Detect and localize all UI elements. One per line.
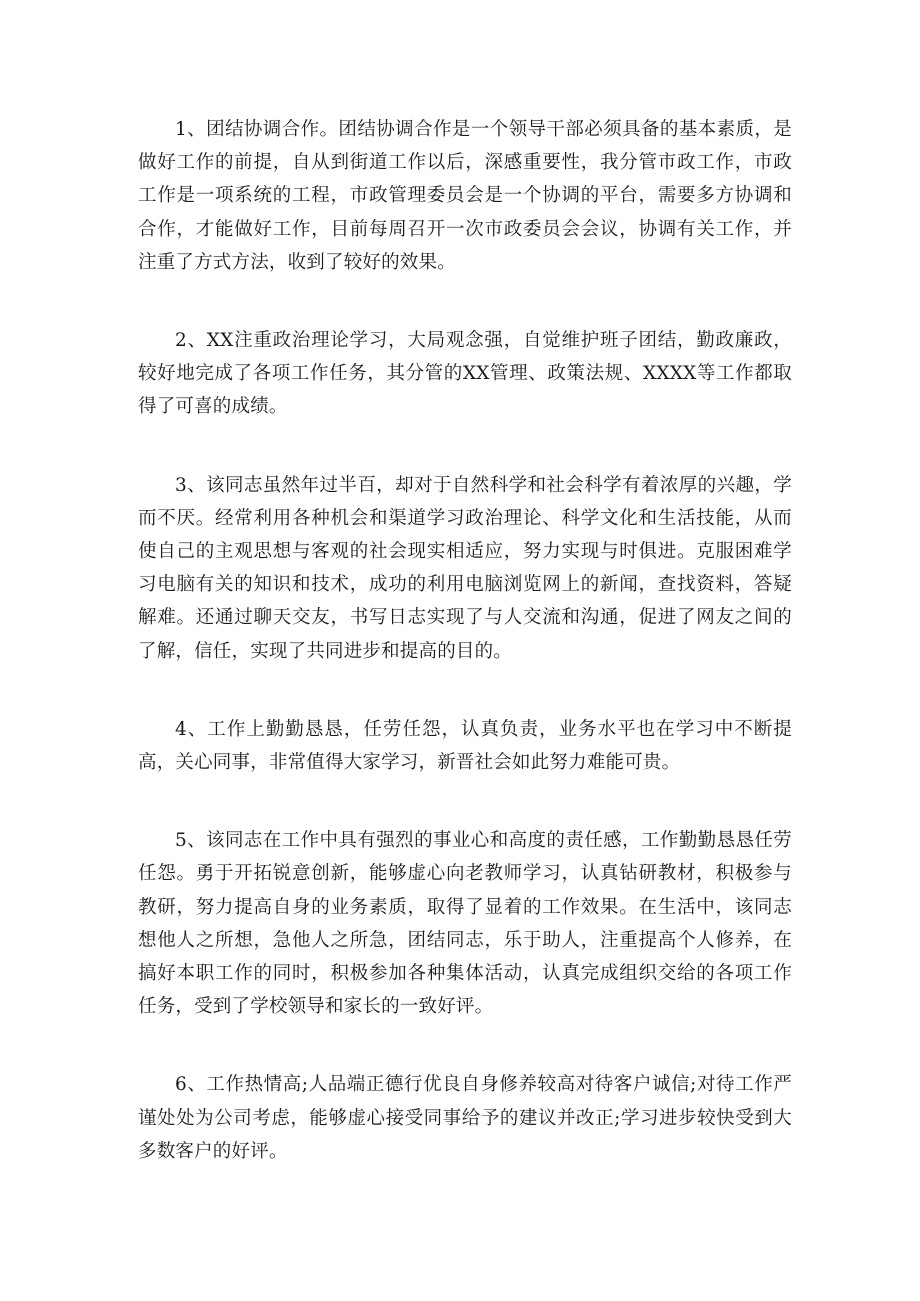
paragraph-6: 6、工作热情高;人品端正德行优良自身修养较高对待客户诚信;对待工作严谨处处为公司考虑，能够虚心接受同事给予的建议并改正;学习进步较快受到大多数客户的好评。 [138, 1074, 792, 1162]
paragraph-1: 1、团结协调合作。团结协调合作是一个领导干部必须具备的基本素质，是做好工作的前提，自从到街道工作以后，深感重要性，我分管市政工作，市政工作是一项系统的工程，市政管理委员会是一个协调的平台，需要多方协调和合作，才能做好工作，目前每周召开一次市政委员会会议，协调有关工作，并注重了方式方法，收到了较好的效果。 [138, 119, 792, 273]
paragraph-4: 4、工作上勤勤恳恳，任劳任怨，认真负责，业务水平也在学习中不断提高，关心同事，非常值得大家学习，新晋社会如此努力难能可贵。 [138, 718, 792, 774]
paragraph-3: 3、该同志虽然年过半百，却对于自然科学和社会科学有着浓厚的兴趣，学而不厌。经常利用各种机会和渠道学习政治理论、科学文化和生活技能，从而使自己的主观思想与客观的社会现实相适应，努力实现与时俱进。克服困难学习电脑有关的知识和技术，成功的利用电脑浏览网上的新闻，查找资料，答疑解难。还通过聊天交友，书写日志实现了与人交流和沟通，促进了网友之间的了解，信任，实现了共同进步和提高的目的。 [138, 474, 792, 662]
paragraph-2: 2、XX注重政治理论学习，大局观念强，自觉维护班子团结，勤政廉政，较好地完成了各项工作任务，其分管的XX管理、政策法规、XXXX等工作都取得了可喜的成绩。 [138, 330, 792, 418]
document-body [138, 113, 792, 1168]
paragraph-5: 5、该同志在工作中具有强烈的事业心和高度的责任感，工作勤勤恳恳任劳任怨。勇于开拓锐意创新，能够虚心向老教师学习，认真钻研教材，积极参与教研，努力提高自身的业务素质，取得了显着的工作效果。在生活中，该同志想他人之所想，急他人之所急，团结同志，乐于助人，注重提高个人修养，在搞好本职工作的同时，积极参加各种集体活动，认真完成组织交给的各项工作任务，受到了学校领导和家长的一致好评。 [138, 830, 792, 1018]
